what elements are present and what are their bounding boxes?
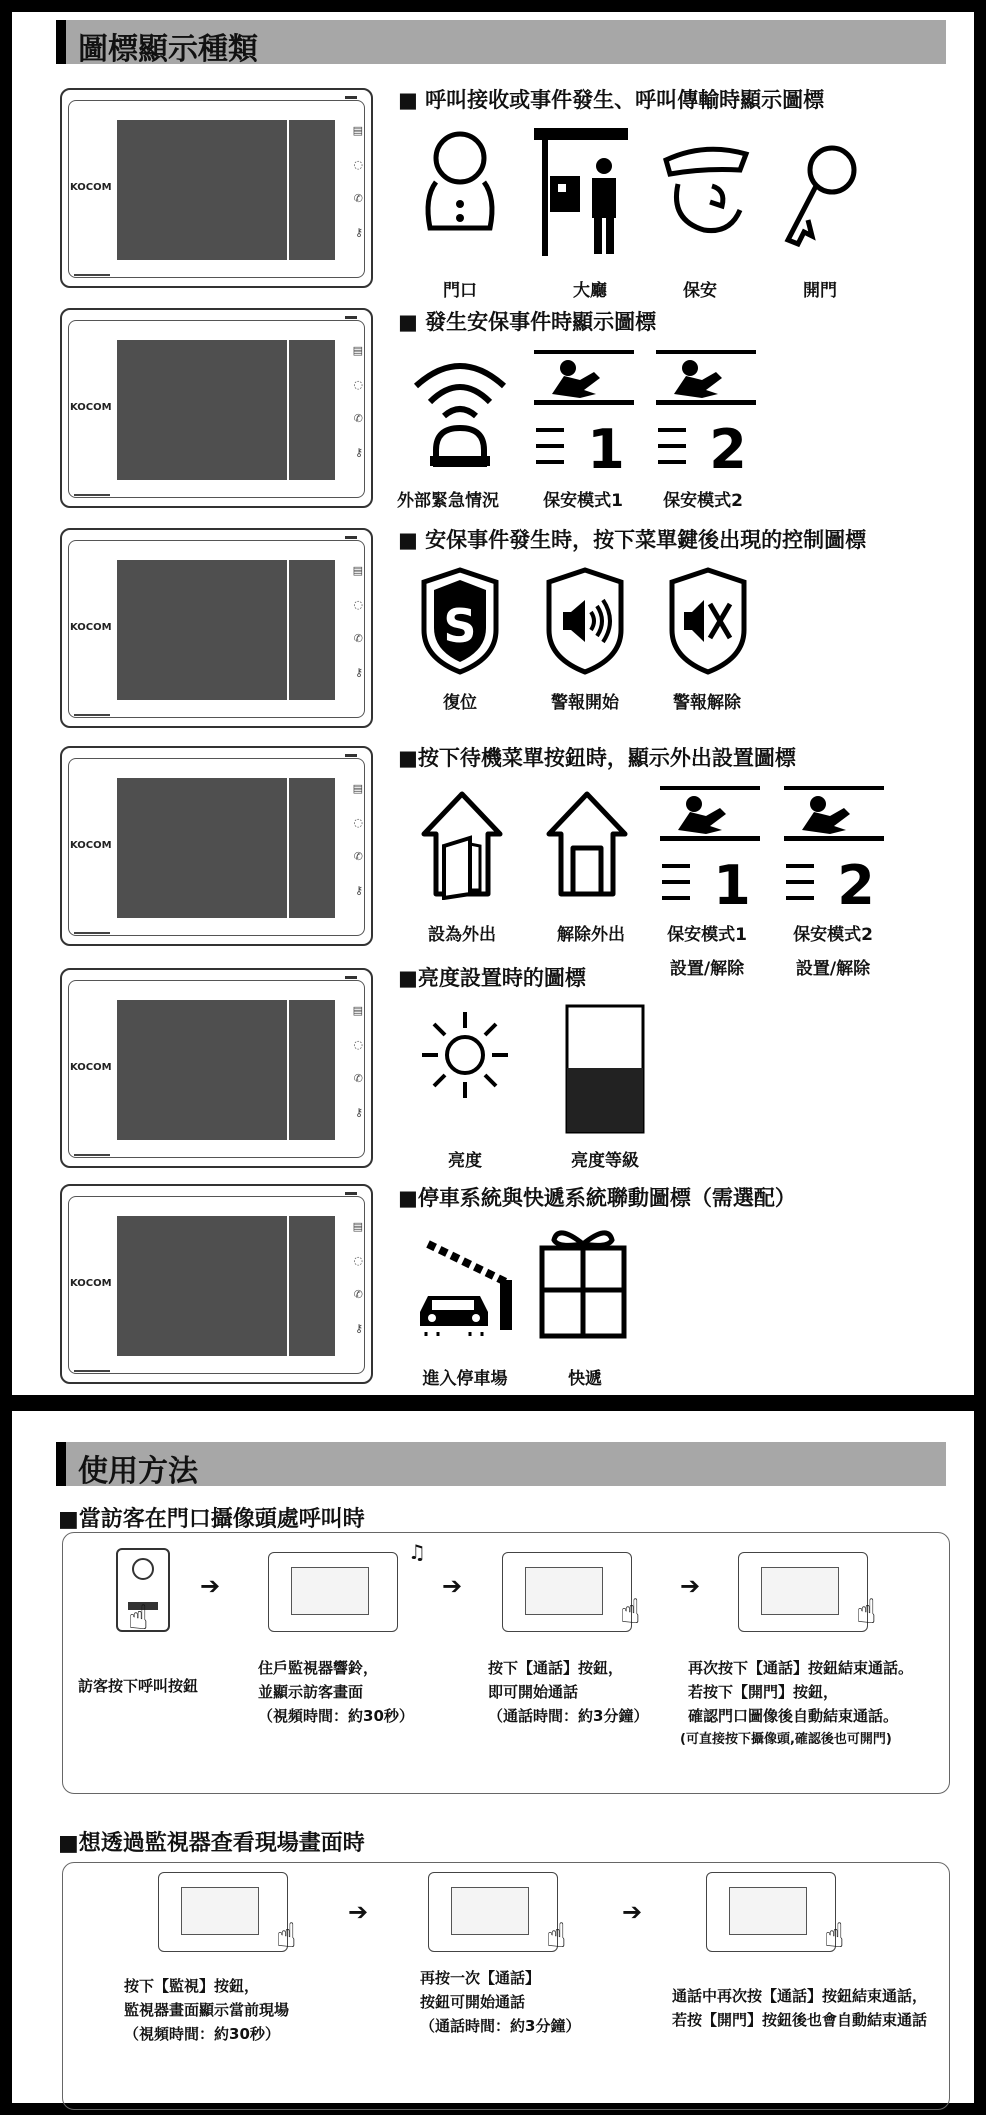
monitor-icon-panel bbox=[287, 1216, 335, 1356]
monitor-icon-panel bbox=[287, 1000, 335, 1140]
monitor-button-icon: ⚷ bbox=[354, 446, 363, 459]
door-person-icon bbox=[420, 128, 500, 238]
monitor-talk-illustration bbox=[502, 1552, 632, 1632]
icon-label: 開門 bbox=[803, 281, 837, 301]
monitor-ringing-illustration bbox=[268, 1552, 398, 1632]
step-line: 若按【開門】按鈕後也會自動結束通話 bbox=[672, 2011, 928, 2029]
monitor-button-icon: ⚷ bbox=[354, 1322, 363, 1335]
icon-sublabel: 設置/解除 bbox=[669, 959, 745, 979]
icon-label: 大廳 bbox=[573, 281, 607, 301]
monitor-button-icon: ✆ bbox=[353, 192, 363, 205]
monitor-indicator bbox=[345, 1192, 357, 1195]
icon-label: 保安模式1 bbox=[543, 491, 623, 511]
monitor-icon-panel bbox=[287, 778, 335, 918]
group-title-control: ■ 安保事件發生時，按下菜單鍵後出現的控制圖標 bbox=[398, 528, 867, 552]
alarm-off-icon bbox=[668, 566, 748, 676]
arrow-icon: ➔ bbox=[348, 1898, 369, 1926]
step-line: （通話時間：約3分鐘） bbox=[488, 1707, 649, 1725]
monitor-button-icon: ◌ bbox=[353, 378, 363, 391]
step-caption bbox=[420, 1966, 580, 2038]
monitor-button-icon: ◌ bbox=[353, 1038, 363, 1051]
step-line: 按鈕可開始通話 bbox=[420, 1993, 526, 2011]
icon-label: 進入停車場 bbox=[422, 1369, 508, 1389]
monitor-icon-panel bbox=[287, 340, 335, 480]
monitor-illustration bbox=[60, 746, 373, 946]
icon-label: 解除外出 bbox=[557, 925, 625, 945]
group-title-call: ■ 呼叫接收或事件發生、呼叫傳輸時顯示圖標 bbox=[398, 88, 825, 112]
mode-number: 2 bbox=[709, 418, 747, 474]
security-mode-1-icon bbox=[534, 350, 634, 474]
step-caption bbox=[488, 1656, 648, 1728]
monitor-button-icon: ✆ bbox=[353, 412, 363, 425]
icon-label: 亮度 bbox=[448, 1151, 482, 1171]
mode-number: 2 bbox=[837, 854, 875, 910]
step-line: 確認門口圖像後自動結束通話。 bbox=[688, 1707, 899, 1725]
pressing-hand-icon: ☝ bbox=[276, 1916, 297, 1956]
arrow-icon: ➔ bbox=[622, 1898, 643, 1926]
pressing-hand-icon: ☝ bbox=[856, 1592, 877, 1632]
monitor-brand: KOCOM bbox=[70, 622, 112, 633]
monitor-button-icon: ▤ bbox=[352, 1004, 363, 1017]
monitor-button-icon: ◌ bbox=[353, 598, 363, 611]
monitor-button-icon: ✆ bbox=[353, 850, 363, 863]
monitor-indicator bbox=[345, 96, 357, 99]
emergency-alarm-icon bbox=[410, 350, 510, 470]
monitor-button-icon: ▤ bbox=[352, 124, 363, 137]
monitor-illustration bbox=[60, 88, 373, 288]
pressing-hand-icon: ☝ bbox=[546, 1916, 567, 1956]
step-line: 住戶監視器響鈴， bbox=[258, 1659, 379, 1677]
monitor-button-icon: ⚷ bbox=[354, 226, 363, 239]
step-line: 再按一次【通話】 bbox=[420, 1969, 541, 1987]
step-caption bbox=[78, 1674, 198, 1698]
cancel-away-icon bbox=[545, 790, 629, 900]
monitor-indicator bbox=[345, 976, 357, 979]
monitor-screen bbox=[117, 1216, 287, 1356]
security-mode-1-icon bbox=[660, 786, 760, 910]
icon-label: 保安模式1 bbox=[667, 925, 747, 945]
group-title-security-event: ■ 發生安保事件時顯示圖標 bbox=[398, 310, 657, 334]
ring-notes-icon: ♫ bbox=[408, 1540, 426, 1564]
monitor-brand: KOCOM bbox=[70, 402, 112, 413]
section-header-usage: 使用方法 bbox=[56, 1442, 946, 1486]
monitor-button-icon: ▤ bbox=[352, 344, 363, 357]
monitor-button-icon: ▤ bbox=[352, 782, 363, 795]
monitor-icon-panel bbox=[287, 120, 335, 260]
brightness-sun-icon bbox=[420, 1010, 510, 1100]
monitor-button-icon: ⚷ bbox=[354, 884, 363, 897]
monitor-base-line bbox=[74, 494, 110, 496]
subheading-monitor-view: ■想透過監視器查看現場畫面時 bbox=[58, 1831, 365, 1856]
monitor-end-illustration bbox=[738, 1552, 868, 1632]
icon-sublabel: 設置/解除 bbox=[795, 959, 871, 979]
step-line: 再次按下【通話】按鈕結束通話。 bbox=[688, 1659, 914, 1677]
lobby-icon bbox=[534, 128, 628, 256]
monitor-button-icon: ✆ bbox=[353, 632, 363, 645]
step-caption bbox=[680, 1656, 914, 1752]
security-mode-2-icon bbox=[784, 786, 884, 910]
step-line: 訪客按下呼叫按鈕 bbox=[78, 1677, 199, 1695]
step-caption bbox=[124, 1974, 289, 2046]
monitor-indicator bbox=[345, 316, 357, 319]
monitor-button-icon: ✆ bbox=[353, 1072, 363, 1085]
monitor-view-illustration bbox=[158, 1872, 288, 1952]
pressing-hand-icon: ☝ bbox=[824, 1916, 845, 1956]
icon-label: 警報解除 bbox=[673, 693, 741, 713]
monitor-base-line bbox=[74, 932, 110, 934]
icon-label: 快遞 bbox=[568, 1369, 602, 1389]
monitor-button-icon: ▤ bbox=[352, 1220, 363, 1233]
monitor-view-talk-illustration bbox=[428, 1872, 558, 1952]
mode-number: 1 bbox=[587, 418, 625, 474]
monitor-button-icon: ⚷ bbox=[354, 1106, 363, 1119]
monitor-button-icon: ◌ bbox=[353, 1254, 363, 1267]
group-title-away: ■按下待機菜單按鈕時，顯示外出設置圖標 bbox=[398, 746, 796, 770]
monitor-button-icon: ✆ bbox=[353, 1288, 363, 1301]
step-line: 監視器畫面顯示當前現場 bbox=[124, 2001, 290, 2019]
brightness-level-icon bbox=[565, 1004, 645, 1134]
monitor-button-icon: ◌ bbox=[353, 158, 363, 171]
monitor-illustration bbox=[60, 308, 373, 508]
subheading-visitor-call: ■當訪客在門口攝像頭處呼叫時 bbox=[58, 1507, 365, 1532]
monitor-button-icon: ◌ bbox=[353, 816, 363, 829]
monitor-base-line bbox=[74, 274, 110, 276]
step-line: (可直接按下攝像頭,確認後也可開門) bbox=[680, 1732, 892, 1747]
delivery-gift-icon bbox=[538, 1222, 628, 1340]
group-title-parking: ■停車系統與快遞系統聯動圖標（需選配） bbox=[398, 1186, 796, 1210]
icon-label: 保安模式2 bbox=[793, 925, 873, 945]
step-line: 通話中再次按【通話】按鈕結束通話， bbox=[672, 1987, 928, 2005]
security-mode-2-icon bbox=[656, 350, 756, 474]
monitor-screen bbox=[117, 1000, 287, 1140]
step-caption bbox=[258, 1656, 414, 1728]
monitor-brand: KOCOM bbox=[70, 1062, 112, 1073]
step-line: 按下【通話】按鈕， bbox=[488, 1659, 624, 1677]
monitor-screen bbox=[117, 340, 287, 480]
step-line: 按下【監視】按鈕， bbox=[124, 1977, 260, 1995]
icon-label: 設為外出 bbox=[428, 925, 496, 945]
monitor-brand: KOCOM bbox=[70, 1278, 112, 1289]
step-line: 並顯示訪客畫面 bbox=[258, 1683, 364, 1701]
monitor-illustration bbox=[60, 1184, 373, 1384]
reset-shield-icon bbox=[420, 566, 500, 676]
door-key-icon bbox=[780, 140, 860, 250]
step-caption bbox=[672, 1984, 927, 2032]
monitor-indicator bbox=[345, 536, 357, 539]
step-line: （通話時間：約3分鐘） bbox=[420, 2017, 581, 2035]
monitor-button-icon: ⚷ bbox=[354, 666, 363, 679]
arrow-icon: ➔ bbox=[442, 1572, 463, 1600]
pressing-hand-icon: ☝ bbox=[620, 1592, 641, 1632]
monitor-icon-panel bbox=[287, 560, 335, 700]
icon-label: 亮度等級 bbox=[571, 1151, 639, 1171]
group-title-brightness: ■亮度設置時的圖標 bbox=[398, 966, 586, 990]
parking-icon bbox=[418, 1236, 518, 1336]
step-line: （視頻時間：約30秒） bbox=[258, 1707, 414, 1725]
monitor-base-line bbox=[74, 1154, 110, 1156]
icon-label: 警報開始 bbox=[551, 693, 619, 713]
icon-label: 外部緊急情況 bbox=[397, 491, 499, 511]
monitor-screen bbox=[117, 120, 287, 260]
mode-number: 1 bbox=[713, 854, 751, 910]
step-line: 若按下【開門】按鈕， bbox=[688, 1683, 839, 1701]
arrow-icon: ➔ bbox=[680, 1572, 701, 1600]
monitor-screen bbox=[117, 778, 287, 918]
set-away-icon bbox=[420, 790, 504, 900]
monitor-brand: KOCOM bbox=[70, 840, 112, 851]
section-header-icons: 圖標顯示種類 bbox=[56, 20, 946, 64]
step-line: （視頻時間：約30秒） bbox=[124, 2025, 280, 2043]
icon-label: 復位 bbox=[443, 693, 477, 713]
icon-label: 保安模式2 bbox=[663, 491, 743, 511]
step-line: 即可開始通話 bbox=[488, 1683, 579, 1701]
monitor-screen bbox=[117, 560, 287, 700]
monitor-base-line bbox=[74, 714, 110, 716]
security-guard-icon bbox=[660, 140, 750, 240]
arrow-icon: ➔ bbox=[200, 1572, 221, 1600]
monitor-illustration bbox=[60, 528, 373, 728]
alarm-start-icon bbox=[545, 566, 625, 676]
icon-label: 保安 bbox=[683, 281, 717, 301]
icon-label: 門口 bbox=[443, 281, 477, 301]
monitor-view-end-illustration bbox=[706, 1872, 836, 1952]
monitor-base-line bbox=[74, 1370, 110, 1372]
svg-text:S: S bbox=[443, 599, 477, 653]
monitor-brand: KOCOM bbox=[70, 182, 112, 193]
monitor-illustration bbox=[60, 968, 373, 1168]
monitor-button-icon: ▤ bbox=[352, 564, 363, 577]
monitor-indicator bbox=[345, 754, 357, 757]
pressing-hand-icon: ☝ bbox=[128, 1598, 149, 1638]
